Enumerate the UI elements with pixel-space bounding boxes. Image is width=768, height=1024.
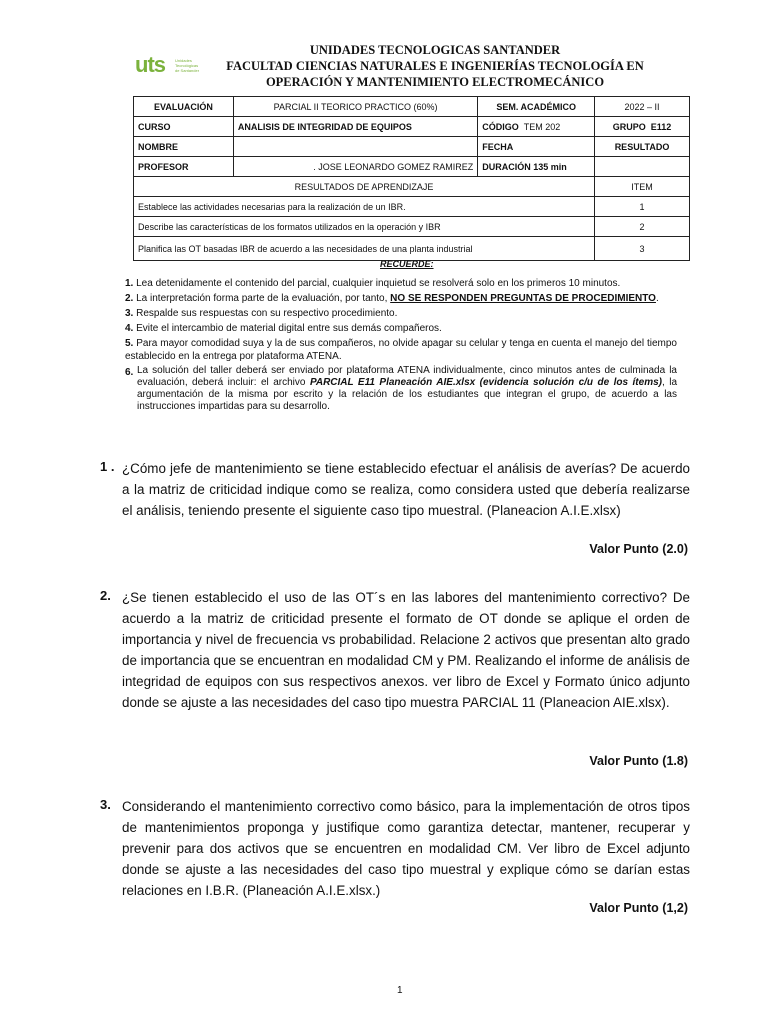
question-1-value: Valor Punto (2.0) [589,542,688,556]
question-number: 2. [100,588,111,603]
evaluacion-value: PARCIAL II TEORICO PRACTICO (60%) [233,97,477,117]
question-3-value: Valor Punto (1,2) [589,901,688,915]
resultados-header: RESULTADOS DE APRENDIZAJE [134,177,595,197]
outcome-text: Planifica las OT basadas IBR de acuerdo a las necesidades de una planta industrial [134,237,595,261]
outcome-text: Describe las características de los formatos utilizados en la operación y IBR [134,217,595,237]
duracion-label: DURACIÓN 135 min [478,157,595,177]
instruction-1: 1. Lea detenidamente el contenido del parcial, cualquier inquietud se resolverá solo en los primeros 10 minutos. [125,278,621,289]
question-text: ¿Se tienen establecido el uso de las OT´s en las labores del mantenimiento correctivo? De acuerdo a la matriz de criticidad presente el formato de OT donde se aplique el orden de importancia y nivel de frecuencia vs probabilidad. Relacione 2 activos que presentan alto grado de importancia que se encuentran en modalidad CM y PM. Realizando el informe de análisis de integridad de equipos con sus respectivos anexos. ver libro de Excel y Formato único adjunto donde se ajuste a las necesidades del caso tipo muestra PARCIAL 11 (Planeacion AIE.xlsx). [122,590,690,710]
evaluacion-label: EVALUACIÓN [134,97,234,117]
grupo-value: E112 [650,121,672,132]
header-line-1: UNIDADES TECNOLOGICAS SANTANDER [309,43,561,57]
instruction-2: 2. La interpretación forma parte de la evaluación, por tanto, NO SE RESPONDEN PREGUNTAS DE PROCEDIMIENTO. [125,293,659,304]
sem-value: 2022 – II [595,97,690,117]
curso-label: CURSO [134,117,234,137]
fecha-label: FECHA [478,137,595,157]
page-number: 1 [397,985,403,996]
instructions-list [125,277,677,415]
codigo-cell [478,117,595,137]
question-1 [100,458,690,521]
question-2-value: Valor Punto (1.8) [589,754,688,768]
nombre-field [233,137,477,157]
question-text: ¿Cómo jefe de mantenimiento se tiene establecido efectuar el análisis de averías? De acuerdo a la matriz de criticidad indique como se realiza, como considera usted que debería realizarse el análisis, teniendo presente el siguiente caso tipo muestral. (Planeacion A.I.E.xlsx) [122,461,690,518]
question-3 [100,796,690,901]
outcome-item: 2 [595,217,690,237]
profesor-label: PROFESOR [134,157,234,177]
codigo-label: CÓDIGO [482,121,519,132]
instruction-5: 5. Para mayor comodidad suya y la de sus compañeros, no olvide apagar su celular y tenga en cuenta el manejo del tiempo establecido en la entrega por plataforma ATENA. [125,338,677,362]
sem-label: SEM. ACADÉMICO [478,97,595,117]
curso-value: ANALISIS DE INTEGRIDAD DE EQUIPOS [233,117,477,137]
logo-tagline: Unidades Tecnológicas de Santander [175,58,200,73]
exam-info-table [133,96,690,261]
question-2 [100,587,690,713]
profesor-value: . JOSE LEONARDO GOMEZ RAMIREZ [233,157,477,177]
resultado-field [595,157,690,177]
item-header: ITEM [595,177,690,197]
grupo-cell [595,117,690,137]
outcome-text: Establece las actividades necesarias para la realización de un IBR. [134,197,595,217]
question-number: 1 . [100,459,115,474]
question-text: Considerando el mantenimiento correctivo como básico, para la implementación de otros tipos de mantenimientos proponga y justifique como garantiza detectar, mantener, recuperar y prevenir para dos activos que se encuentren en modalidad CM. Ver libro de Excel adjunto donde se ajuste a las necesidades del caso tipo muestral y explique cómo se darían estas relaciones en I.B.R. (Planeación A.I.E.xlsx.) [122,799,690,898]
instruction-6: 6. La solución del taller deberá ser enviado por plataforma ATENA individualmente, cinco minutos antes de culminada la evaluación, deberá incluir: el archivo PARCIAL E11 Planeación AIE.xlsx (evidencia solución c/u de los ítems), la argumentación de la misma por escrito y la relación de los estudiantes que integran el grupo, de acuerdo a las instrucciones impartidas para su desarrollo. [125,365,678,412]
header-line-3: OPERACIÓN Y MANTENIMIENTO ELECTROMECÁNICO [265,75,605,89]
instruction-3: 3. Respalde sus respuestas con su respectivo procedimiento. [125,308,398,319]
grupo-label: GRUPO [612,121,646,132]
instruction-4: 4. Evite el intercambio de material digital entre sus demás compañeros. [125,323,442,334]
outcome-item: 1 [595,197,690,217]
outcome-item: 3 [595,237,690,261]
document-header [200,42,670,90]
header-line-2: FACULTAD CIENCIAS NATURALES E INGENIERÍAS TECNOLOGÍA EN [226,59,644,73]
question-number: 3. [100,797,111,812]
uts-logo [135,44,203,90]
codigo-value: TEM 202 [523,121,561,132]
nombre-label: NOMBRE [134,137,234,157]
logo-text: uts [135,52,165,77]
recuerde-heading: RECUERDE: [380,259,434,269]
resultado-label: RESULTADO [595,137,690,157]
